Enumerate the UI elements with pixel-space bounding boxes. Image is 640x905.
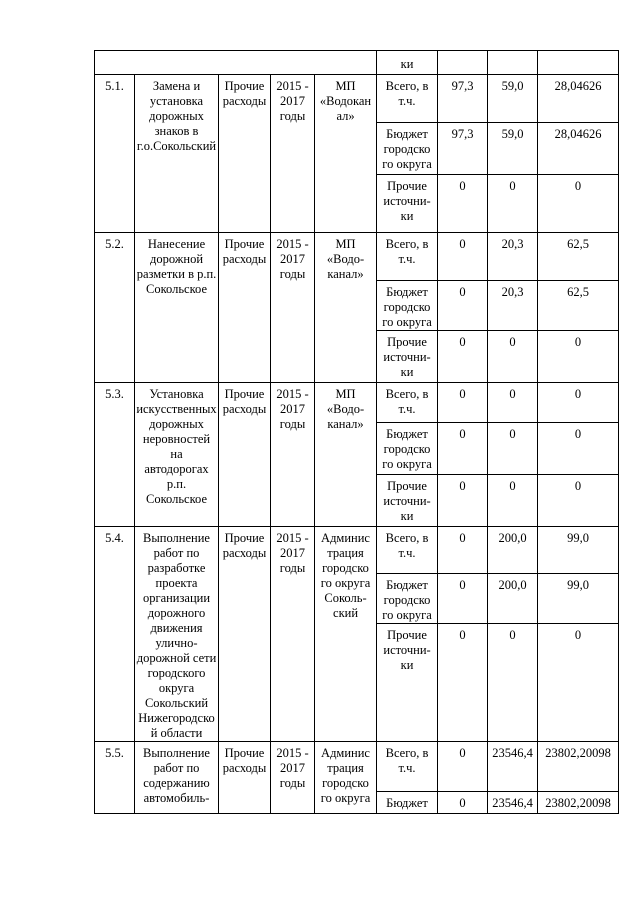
executor-text: Админис трация городско го округа Соколь- ский [320, 531, 371, 620]
value-1-cell [438, 233, 488, 281]
continuation-cell [377, 51, 438, 75]
table-row [95, 383, 619, 423]
funding-source-text: Прочие источни- ки [383, 479, 431, 523]
value-1-text: 0 [459, 628, 466, 642]
value-3-cell [538, 475, 619, 527]
value-1-text: 0 [459, 387, 466, 401]
funding-source-cell [377, 383, 438, 423]
value-3-text: 0 [574, 335, 582, 349]
value-1-cell [438, 75, 488, 123]
value-2-text: 0 [509, 628, 516, 642]
value-1-text: 0 [459, 179, 466, 193]
value-2-text: 23546,4 [492, 796, 533, 810]
value-2-cell [488, 792, 538, 814]
period-text: 2015 - 2017 годы [276, 531, 309, 575]
value-1-cell [438, 475, 488, 527]
period-cell [271, 742, 315, 814]
item-number-cell [95, 527, 135, 742]
item-number-cell [95, 233, 135, 383]
value-1-cell [438, 331, 488, 383]
funding-source-text: Бюджет городско го округа [382, 127, 432, 171]
value-2-cell [488, 281, 538, 331]
value-3-cell [538, 624, 619, 742]
period-text: 2015 - 2017 годы [276, 746, 309, 790]
table-row [95, 527, 619, 574]
value-3-cell [538, 123, 619, 175]
value-3-cell [538, 75, 619, 123]
continuation-blank-cell [438, 51, 488, 75]
funding-source-cell [377, 175, 438, 233]
item-name-text: Выполнение работ по разработке проекта организации дорожного движения улично- дорожной сети городского округа Сокольский Нижегородско й области [136, 531, 217, 740]
value-2-cell [488, 75, 538, 123]
value-1-cell [438, 123, 488, 175]
value-3-cell [538, 742, 619, 792]
funding-source-text: Всего, в т.ч. [385, 387, 429, 416]
funding-source-cell [377, 574, 438, 624]
funding-source-cell [377, 331, 438, 383]
value-3-cell [538, 527, 619, 574]
table-row [95, 75, 619, 123]
funding-source-text: Прочие источни- ки [383, 179, 431, 223]
value-2-cell [488, 527, 538, 574]
item-name-cell [135, 75, 219, 233]
value-1-text: 97,3 [451, 79, 474, 93]
value-3-text: 0 [574, 427, 582, 441]
funding-source-text: Бюджет [386, 796, 428, 810]
value-2-text: 59,0 [501, 127, 524, 141]
executor-text: МП «Водо- канал» [326, 387, 365, 431]
item-number-text: 5.1. [105, 79, 124, 93]
expense-type-cell [219, 742, 271, 814]
continuation-text: ки [400, 57, 414, 71]
value-2-cell [488, 383, 538, 423]
value-1-cell [438, 527, 488, 574]
period-text: 2015 - 2017 годы [276, 387, 309, 431]
value-1-cell [438, 281, 488, 331]
value-3-cell [538, 383, 619, 423]
value-1-text: 0 [459, 479, 466, 493]
expense-type-cell [219, 75, 271, 233]
value-2-text: 59,0 [501, 79, 524, 93]
funding-source-cell [377, 527, 438, 574]
expense-type-text: Прочие расходы [222, 237, 267, 266]
period-cell [271, 383, 315, 527]
value-2-cell [488, 574, 538, 624]
value-3-cell [538, 175, 619, 233]
expense-type-text: Прочие расходы [222, 746, 267, 775]
value-3-cell [538, 574, 619, 624]
item-number-text: 5.4. [105, 531, 124, 545]
funding-source-text: Прочие источни- ки [383, 628, 431, 672]
value-1-cell [438, 423, 488, 475]
value-2-text: 200,0 [498, 531, 527, 545]
value-1-text: 0 [459, 531, 466, 545]
executor-cell [315, 383, 377, 527]
item-name-text: Выполнение работ по содержанию автомобиль- [143, 746, 210, 805]
value-2-cell [488, 331, 538, 383]
value-2-text: 0 [509, 427, 516, 441]
value-3-cell [538, 331, 619, 383]
value-3-cell [538, 281, 619, 331]
funding-source-text: Бюджет городско го округа [382, 427, 432, 471]
value-2-text: 0 [509, 335, 516, 349]
continuation-blank [95, 51, 377, 75]
table-row [95, 233, 619, 281]
item-name-text: Установка искусственных дорожных неровностей на автодорогах р.п. Сокольское [136, 387, 217, 506]
expense-type-cell [219, 233, 271, 383]
funding-source-text: Бюджет городско го округа [382, 285, 432, 329]
item-name-text: Замена и установка дорожных знаков в г.о.Сокольский [136, 79, 217, 153]
value-2-cell [488, 742, 538, 792]
executor-cell [315, 233, 377, 383]
value-1-cell [438, 792, 488, 814]
period-cell [271, 75, 315, 233]
value-1-cell [438, 742, 488, 792]
value-3-cell [538, 233, 619, 281]
value-3-text: 99,0 [567, 578, 589, 592]
executor-text: МП «Водокан ал» [319, 79, 372, 123]
funding-source-text: Всего, в т.ч. [385, 746, 429, 775]
value-3-text: 99,0 [567, 531, 589, 545]
item-name-text: Нанесение дорожной разметки в р.п. Сокольское [136, 237, 217, 296]
expense-type-cell [219, 383, 271, 527]
value-1-text: 0 [459, 285, 466, 299]
value-2-text: 20,3 [501, 285, 524, 299]
value-2-cell [488, 624, 538, 742]
value-3-text: 23802,20098 [545, 746, 611, 760]
value-1-text: 0 [459, 237, 466, 251]
item-number-cell [95, 383, 135, 527]
table-row [95, 742, 619, 792]
funding-source-text: Бюджет городско го округа [382, 578, 432, 622]
value-2-text: 200,0 [498, 578, 527, 592]
funding-source-text: Всего, в т.ч. [385, 237, 429, 266]
period-cell [271, 527, 315, 742]
period-text: 2015 - 2017 годы [276, 237, 309, 281]
value-1-text: 97,3 [451, 127, 474, 141]
value-1-text: 0 [459, 578, 466, 592]
value-3-cell [538, 792, 619, 814]
expense-type-text: Прочие расходы [222, 531, 267, 560]
value-1-cell [438, 383, 488, 423]
item-name-cell [135, 527, 219, 742]
value-1-text: 0 [459, 796, 466, 810]
expense-type-text: Прочие расходы [222, 79, 267, 108]
funding-source-cell [377, 475, 438, 527]
value-2-text: 0 [509, 479, 516, 493]
period-text: 2015 - 2017 годы [276, 79, 309, 123]
period-cell [271, 233, 315, 383]
value-3-cell [538, 423, 619, 475]
value-1-cell [438, 624, 488, 742]
value-1-cell [438, 175, 488, 233]
value-2-text: 0 [509, 387, 516, 401]
value-3-text: 23802,20098 [545, 796, 611, 810]
expense-type-cell [219, 527, 271, 742]
funding-source-cell [377, 792, 438, 814]
funding-source-cell [377, 233, 438, 281]
value-2-cell [488, 123, 538, 175]
funding-source-cell [377, 123, 438, 175]
value-3-text: 0 [574, 479, 582, 493]
value-3-text: 0 [574, 179, 582, 193]
value-3-text: 62,5 [567, 237, 589, 251]
value-1-text: 0 [459, 427, 466, 441]
program-table [94, 50, 619, 814]
executor-cell [315, 742, 377, 814]
value-2-cell [488, 475, 538, 527]
value-1-text: 0 [459, 746, 466, 760]
value-2-cell [488, 175, 538, 233]
funding-source-text: Всего, в т.ч. [385, 79, 429, 108]
value-2-cell [488, 423, 538, 475]
funding-source-cell [377, 281, 438, 331]
item-number-text: 5.5. [105, 746, 124, 760]
item-number-cell [95, 742, 135, 814]
value-2-text: 23546,4 [492, 746, 533, 760]
continuation-blank-cell [538, 51, 619, 75]
executor-cell [315, 75, 377, 233]
value-1-text: 0 [459, 335, 466, 349]
funding-source-cell [377, 624, 438, 742]
funding-source-text: Всего, в т.ч. [385, 531, 429, 560]
continuation-row [95, 51, 619, 75]
executor-cell [315, 527, 377, 742]
value-2-text: 0 [509, 179, 516, 193]
funding-source-text: Прочие источни- ки [383, 335, 431, 379]
executor-text: МП «Водо- канал» [326, 237, 365, 281]
value-3-text: 28,04626 [554, 127, 602, 141]
funding-source-cell [377, 423, 438, 475]
value-2-cell [488, 233, 538, 281]
item-name-cell [135, 742, 219, 814]
item-number-text: 5.2. [105, 237, 124, 251]
continuation-blank-cell [488, 51, 538, 75]
item-name-cell [135, 233, 219, 383]
value-2-text: 20,3 [501, 237, 524, 251]
item-number-cell [95, 75, 135, 233]
value-3-text: 62,5 [567, 285, 589, 299]
item-name-cell [135, 383, 219, 527]
item-number-text: 5.3. [105, 387, 124, 401]
value-3-text: 0 [574, 387, 582, 401]
value-1-cell [438, 574, 488, 624]
executor-text: Админис трация городско го округа [320, 746, 371, 805]
funding-source-cell [377, 742, 438, 792]
value-3-text: 28,04626 [554, 79, 602, 93]
expense-type-text: Прочие расходы [222, 387, 267, 416]
value-3-text: 0 [574, 628, 582, 642]
funding-source-cell [377, 75, 438, 123]
